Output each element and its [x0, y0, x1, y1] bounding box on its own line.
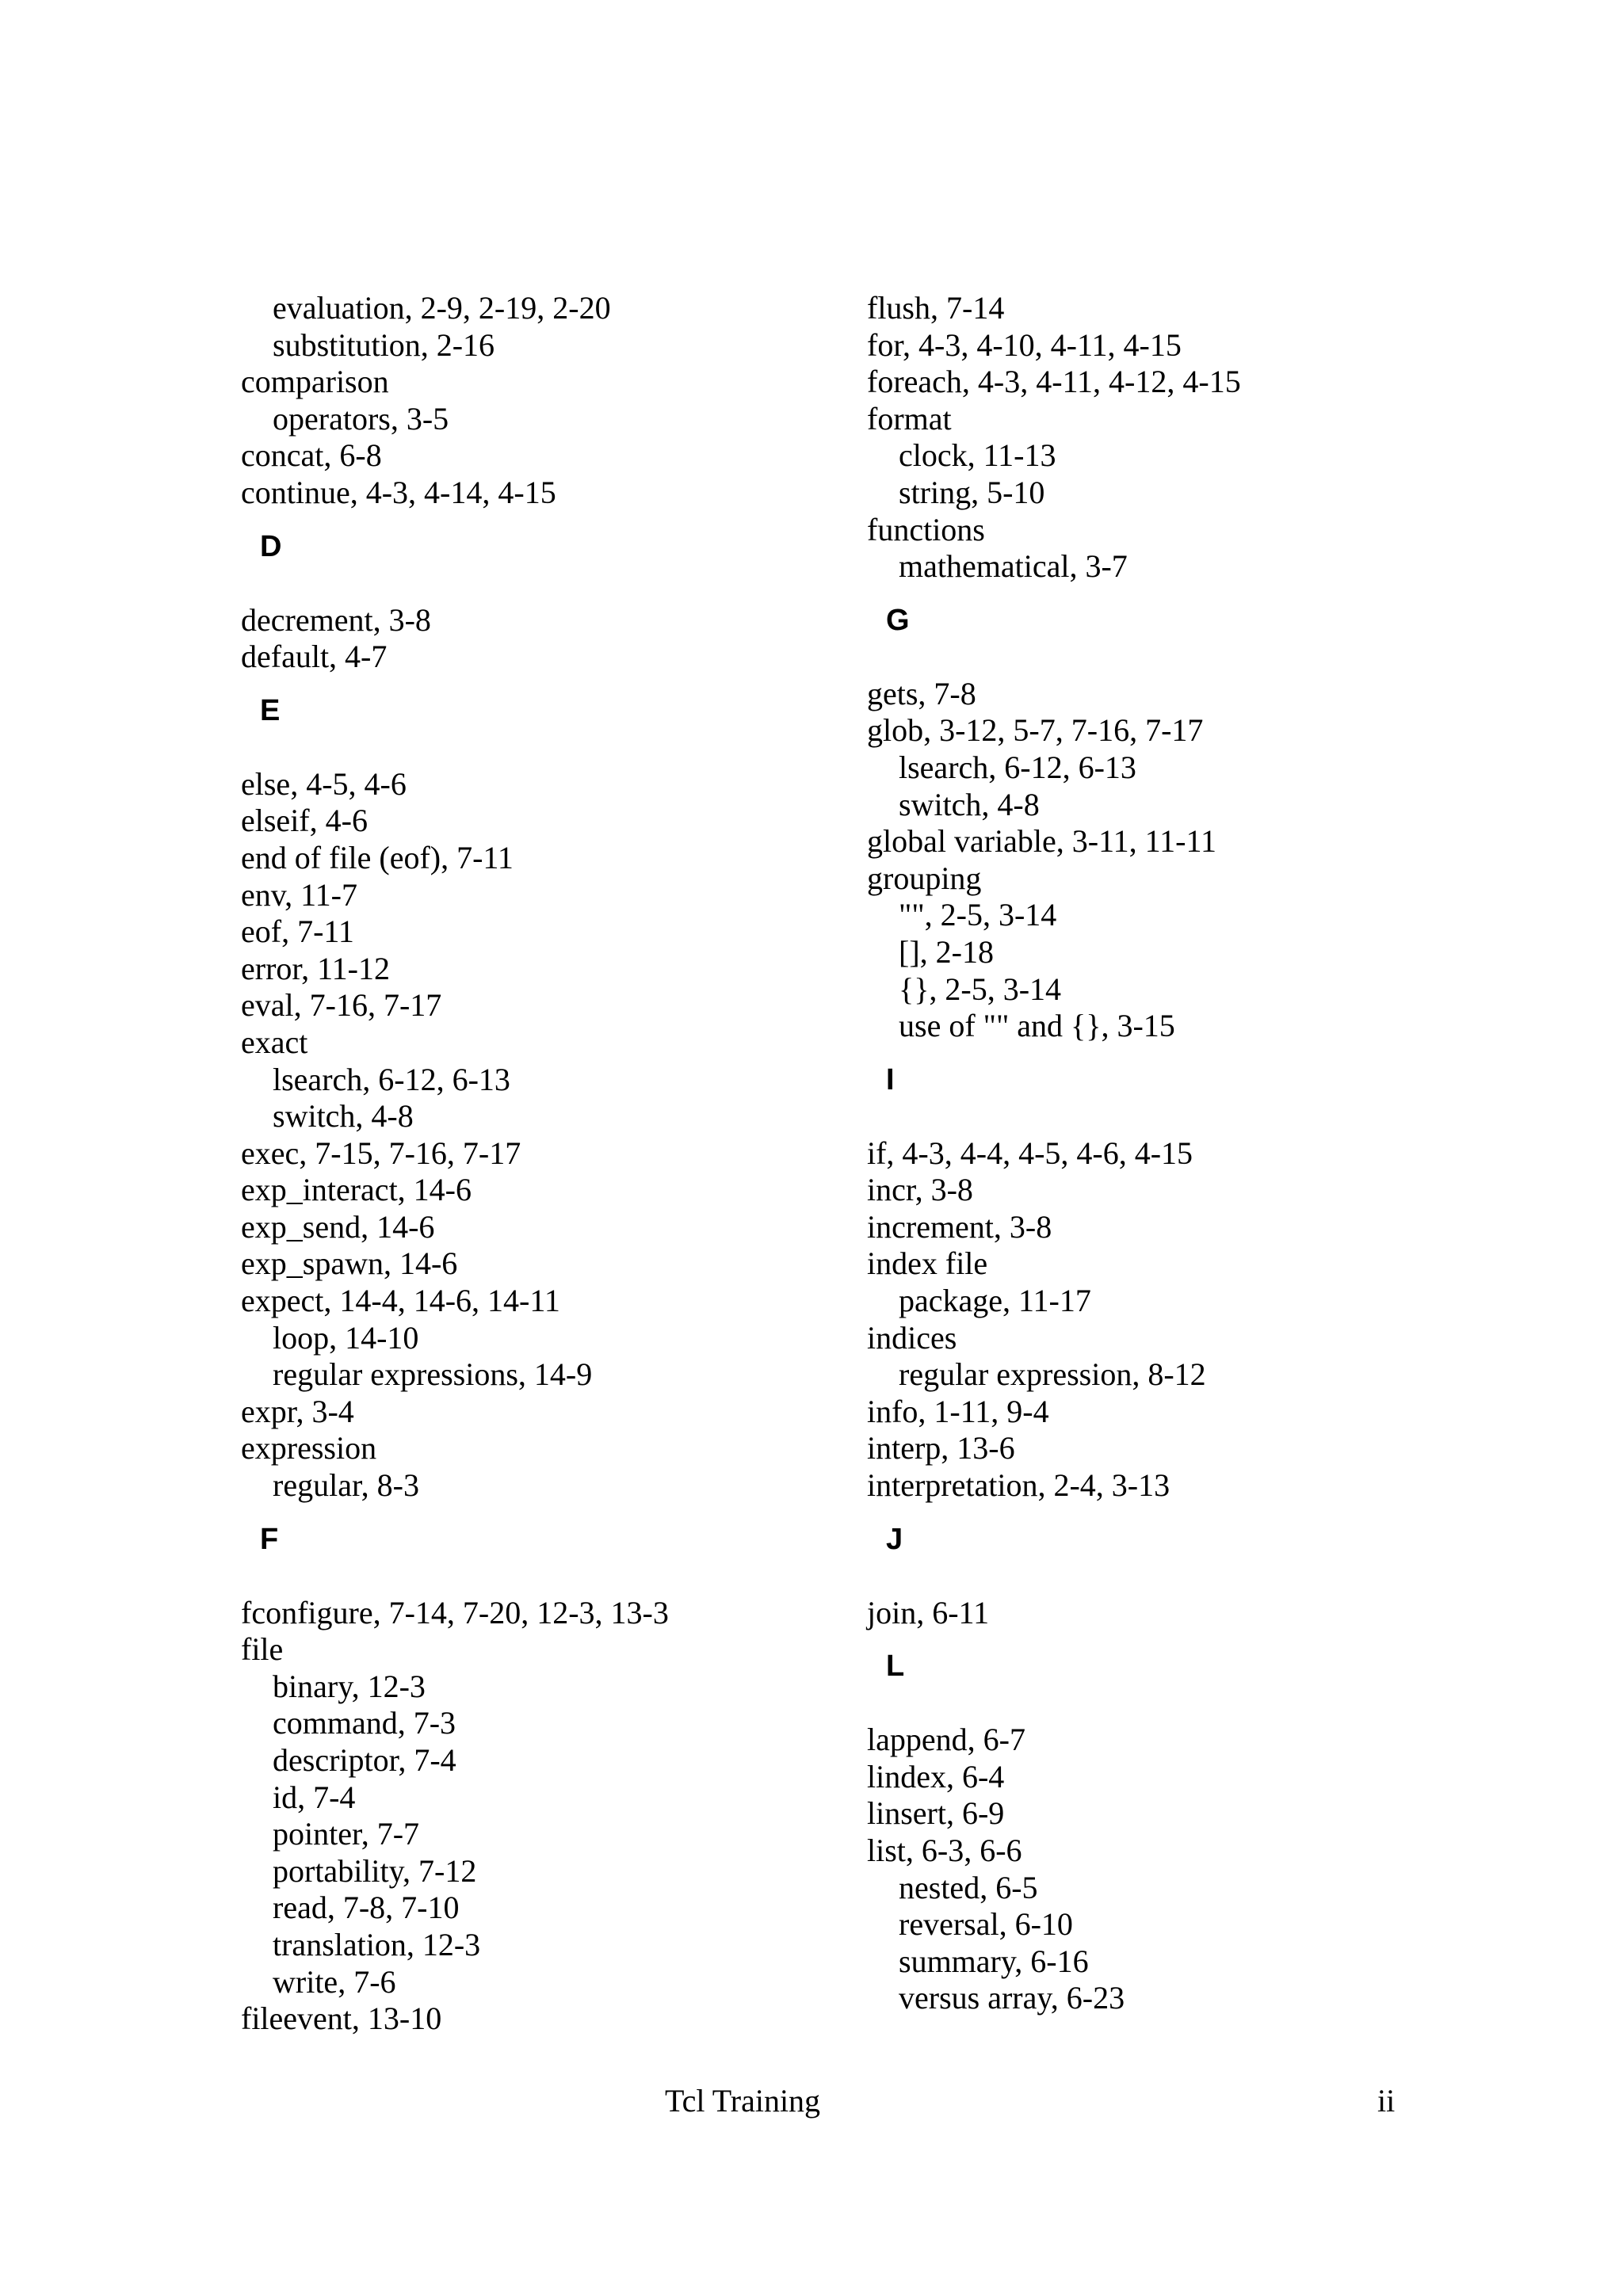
index-entry: incr, 3-8	[867, 1172, 973, 1208]
index-subentry: read, 7-8, 7-10	[273, 1890, 460, 1926]
index-entry: grouping	[867, 860, 982, 896]
index-entry: exp_send, 14-6	[241, 1208, 435, 1245]
index-subentry: versus array, 6-23	[899, 1980, 1125, 2016]
index-entry: interpretation, 2-4, 3-13	[867, 1467, 1170, 1504]
index-entry: exec, 7-15, 7-16, 7-17	[241, 1135, 521, 1171]
index-entry: functions	[867, 511, 985, 547]
index-entry: lindex, 6-4	[867, 1758, 1005, 1794]
index-entry: indices	[867, 1319, 957, 1356]
index-entry: gets, 7-8	[867, 675, 976, 711]
index-subentry: package, 11-17	[899, 1283, 1091, 1319]
index-subentry: write, 7-6	[273, 1963, 396, 2000]
index-section-letter: J	[886, 1522, 903, 1556]
index-subentry: command, 7-3	[273, 1705, 456, 1741]
index-entry: info, 1-11, 9-4	[867, 1393, 1049, 1429]
index-subentry: [], 2-18	[899, 933, 994, 970]
index-entry: concat, 6-8	[241, 437, 382, 474]
index-subentry: lsearch, 6-12, 6-13	[899, 749, 1136, 785]
index-subentry: translation, 12-3	[273, 1926, 481, 1962]
index-entry: exp_spawn, 14-6	[241, 1245, 458, 1282]
index-entry: exact	[241, 1024, 308, 1060]
index-entry: file	[241, 1631, 284, 1668]
index-subentry: lsearch, 6-12, 6-13	[273, 1061, 510, 1097]
index-entry: format	[867, 400, 952, 437]
index-subentry: use of "" and {}, 3-15	[899, 1008, 1175, 1044]
index-subentry: clock, 11-13	[899, 437, 1056, 474]
index-entry: exp_interact, 14-6	[241, 1172, 472, 1208]
index-entry: else, 4-5, 4-6	[241, 765, 407, 802]
index-entry: eof, 7-11	[241, 913, 354, 950]
index-subentry: string, 5-10	[899, 474, 1045, 510]
index-entry: fconfigure, 7-14, 7-20, 12-3, 13-3	[241, 1594, 669, 1630]
index-subentry: regular expression, 8-12	[899, 1356, 1206, 1393]
index-section-letter: D	[260, 529, 282, 563]
index-section-letter: F	[260, 1522, 279, 1556]
index-entry: eval, 7-16, 7-17	[241, 987, 442, 1024]
index-entry: list, 6-3, 6-6	[867, 1833, 1022, 1868]
index-subentry: switch, 4-8	[899, 786, 1040, 822]
index-subentry: switch, 4-8	[273, 1098, 414, 1135]
index-entry: lappend, 6-7	[867, 1722, 1025, 1758]
page-number: ii	[1377, 2083, 1396, 2119]
index-entry: expect, 14-4, 14-6, 14-11	[241, 1283, 560, 1319]
index-entry: fileevent, 13-10	[241, 2000, 442, 2037]
index-entry: global variable, 3-11, 11-11	[867, 823, 1216, 860]
index-entry: error, 11-12	[241, 950, 390, 986]
index-entry: expr, 3-4	[241, 1393, 354, 1429]
index-entry: interp, 13-6	[867, 1430, 1015, 1466]
index-subentry: nested, 6-5	[899, 1869, 1038, 1905]
index-subentry: {}, 2-5, 3-14	[899, 971, 1062, 1007]
index-subentry: summary, 6-16	[899, 1943, 1089, 1979]
index-section-letter: G	[886, 603, 910, 637]
index-subentry: "", 2-5, 3-14	[899, 897, 1057, 933]
index-entry: continue, 4-3, 4-14, 4-15	[241, 474, 556, 510]
index-entry: glob, 3-12, 5-7, 7-16, 7-17	[867, 712, 1204, 749]
index-entry: default, 4-7	[241, 639, 388, 675]
index-subentry: loop, 14-10	[273, 1319, 419, 1356]
index-subentry: evaluation, 2-9, 2-19, 2-20	[273, 290, 611, 326]
index-subentry: mathematical, 3-7	[899, 548, 1128, 585]
index-subentry: substitution, 2-16	[273, 326, 495, 363]
index-subentry: regular, 8-3	[273, 1467, 419, 1504]
index-entry: for, 4-3, 4-10, 4-11, 4-15	[867, 326, 1182, 363]
index-section-letter: E	[260, 693, 281, 727]
index-entry: linsert, 6-9	[867, 1795, 1005, 1832]
index-subentry: regular expressions, 14-9	[273, 1356, 593, 1393]
index-entry: index file	[867, 1245, 988, 1282]
index-entry: join, 6-11	[867, 1594, 990, 1630]
index-entry: expression	[241, 1430, 377, 1466]
index-subentry: binary, 12-3	[273, 1668, 426, 1704]
index-subentry: operators, 3-5	[273, 400, 449, 437]
index-entry: env, 11-7	[241, 876, 357, 913]
index-column-right	[867, 290, 1469, 2017]
index-entry: elseif, 4-6	[241, 803, 368, 839]
index-subentry: portability, 7-12	[273, 1852, 477, 1889]
index-subentry: id, 7-4	[273, 1779, 356, 1815]
index-column-left	[241, 290, 812, 2038]
index-section-letter: L	[886, 1650, 905, 1684]
index-entry: foreach, 4-3, 4-11, 4-12, 4-15	[867, 364, 1241, 400]
index-subentry: reversal, 6-10	[899, 1906, 1073, 1943]
index-entry: if, 4-3, 4-4, 4-5, 4-6, 4-15	[867, 1135, 1193, 1171]
index-entry: end of file (eof), 7-11	[241, 839, 514, 875]
index-subentry: descriptor, 7-4	[273, 1742, 456, 1778]
index-section-letter: I	[886, 1062, 895, 1097]
footer-title: Tcl Training	[664, 2083, 821, 2119]
index-subentry: pointer, 7-7	[273, 1816, 420, 1852]
index-entry: increment, 3-8	[867, 1208, 1052, 1245]
index-entry: flush, 7-14	[867, 290, 1005, 326]
index-entry: decrement, 3-8	[241, 601, 431, 638]
index-entry: comparison	[241, 364, 389, 400]
